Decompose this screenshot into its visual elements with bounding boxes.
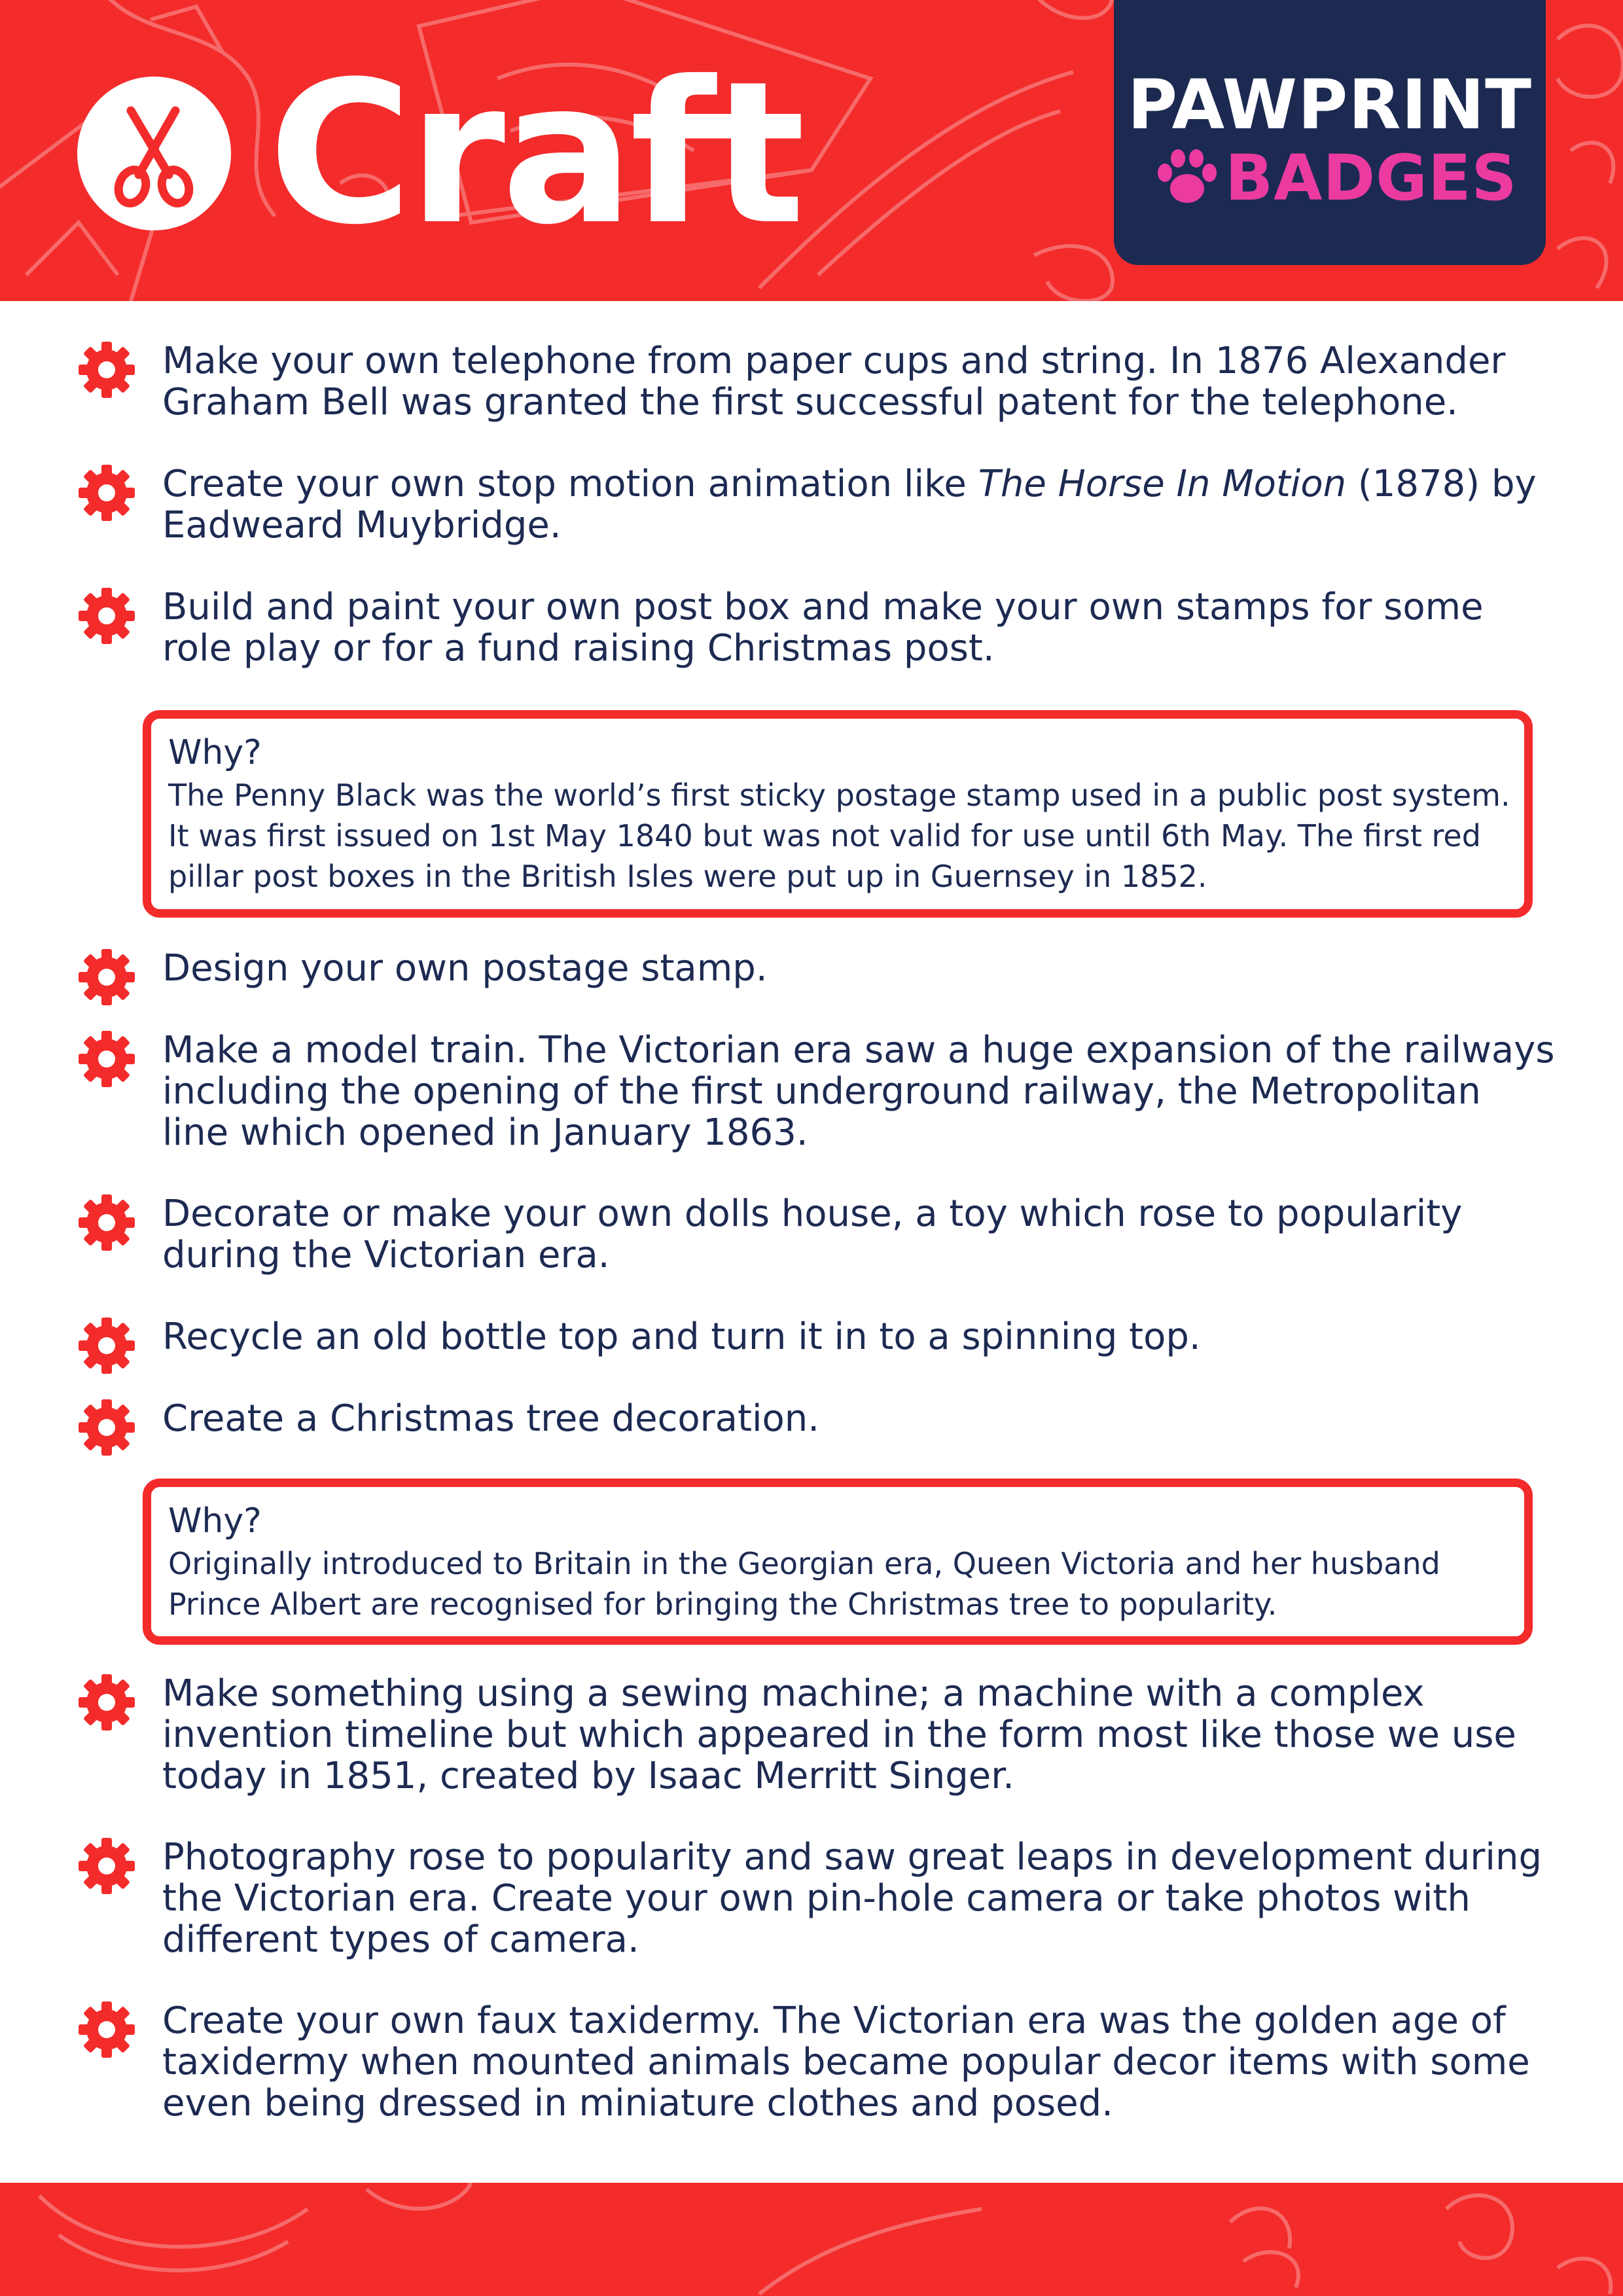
why-box xyxy=(143,710,1533,918)
scissors-icon xyxy=(77,77,231,230)
item-text: Design your own postage stamp. xyxy=(162,947,768,990)
item-text: Build and paint your own post box and make your own stamps for some role play or for a fund raising Christmas post. xyxy=(162,586,1484,670)
gear-bullet-icon xyxy=(77,1030,136,1088)
item-text: Decorate or make your own dolls house, a toy which rose to popularity during the Victorian era. xyxy=(162,1193,1463,1276)
item-text: Photography rose to popularity and saw great leaps in development during the Victorian era. Create your own pin-hole camera or take photos with different types of camera. xyxy=(162,1836,1543,1961)
item-text: Create your own faux taxidermy. The Victorian era was the golden age of taxidermy when mounted animals became popular decor items with some even being dressed in miniature clothes and posed. xyxy=(162,2000,1530,2125)
page-title: Craft xyxy=(268,39,802,268)
doodle-pattern xyxy=(0,2183,1623,2296)
why-body: Originally introduced to Britain in the Georgian era, Queen Victoria and her husband Prince Albert are recognised for bringing the Christmas tree to popularity. xyxy=(168,1546,1440,1622)
gear-bullet-icon xyxy=(77,1316,136,1375)
brand-line2: BADGES xyxy=(1225,141,1518,215)
why-title: Why? xyxy=(168,733,262,772)
header-banner xyxy=(0,0,1623,301)
paw-icon xyxy=(1154,148,1220,207)
gear-bullet-icon xyxy=(77,340,136,399)
gear-bullet-icon xyxy=(77,2000,136,2059)
item-text: Create a Christmas tree decoration. xyxy=(162,1397,820,1440)
item-text: Make your own telephone from paper cups and string. In 1876 Alexander Graham Bell was granted the first successful patent for the telephone. xyxy=(162,340,1506,423)
item-text-part: Create your own stop motion animation like xyxy=(162,463,978,505)
item-text: Make a model train. The Victorian era saw a huge expansion of the railways including the opening of the first underground railway, the Metropolitan line which opened in January 1863. xyxy=(162,1029,1555,1154)
film-title: The Horse In Motion xyxy=(978,463,1347,505)
item-text-part: (1878) by Eadweard Muybridge. xyxy=(162,463,1537,547)
gear-bullet-icon xyxy=(77,1193,136,1252)
why-title: Why? xyxy=(168,1501,262,1541)
why-box xyxy=(143,1479,1533,1645)
gear-bullet-icon xyxy=(77,1673,136,1732)
item-text: Recycle an old bottle top and turn it in to a spinning top. xyxy=(162,1316,1201,1358)
gear-bullet-icon xyxy=(77,1398,136,1457)
gear-bullet-icon xyxy=(77,1837,136,1895)
item-text: Make something using a sewing machine; a machine with a complex invention timeline but which appeared in the form most like those we use today in 1851, created by Isaac Merritt Singer. xyxy=(162,1672,1516,1797)
why-body: The Penny Black was the world’s first sticky postage stamp used in a public post system. It was first issued on 1st May 1840 but was not valid for use until 6th May. The first red pillar post boxes in the British Isles were put up in Guernsey in 1852. xyxy=(168,778,1510,894)
gear-bullet-icon xyxy=(77,463,136,522)
brand-logo xyxy=(1114,0,1546,265)
footer-banner xyxy=(0,2183,1623,2296)
brand-line1: PAWPRINT xyxy=(1127,65,1533,145)
item-text xyxy=(162,463,1556,546)
gear-bullet-icon xyxy=(77,948,136,1007)
gear-bullet-icon xyxy=(77,586,136,645)
